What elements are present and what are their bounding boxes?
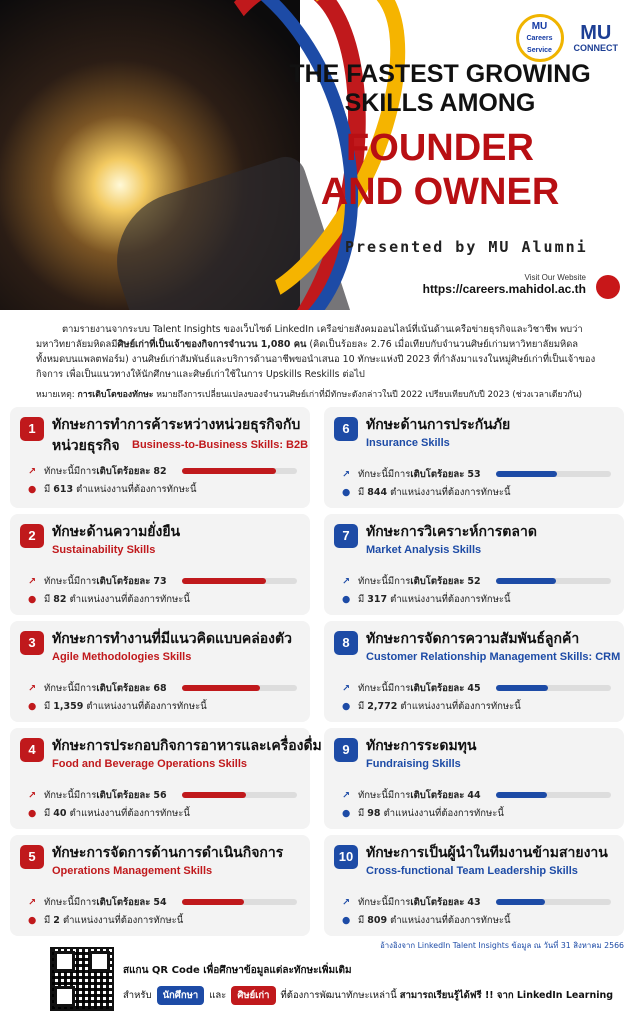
skill-title-th: ทักษะการเป็นผู้นำในทีมงานข้ามสายงาน — [366, 845, 608, 861]
rank-badge: 7 — [334, 524, 358, 548]
title-line-2: SKILLS AMONG — [344, 89, 536, 117]
growth-stat: ↗ ทักษะนี้มีการ เติบโตร้อยละ 54 — [28, 897, 167, 908]
reference-note: อ้างอิงจาก LinkedIn Talent Insights ข้อมูล ณ วันที่ 31 สิงหาคม 2566 — [380, 941, 624, 950]
growth-bar-fill — [182, 899, 244, 905]
rank-badge: 4 — [20, 738, 44, 762]
growth-bar — [496, 792, 611, 798]
page-title — [270, 60, 610, 214]
rank-badge: 1 — [20, 417, 44, 441]
person-icon: ● — [28, 808, 37, 819]
skill-card — [10, 407, 310, 508]
growth-bar — [496, 899, 611, 905]
mu-careers-logo: MU Careers Service — [516, 14, 564, 62]
growth-bar-fill — [182, 468, 276, 474]
skill-title-th: ทักษะการระดมทุน — [366, 738, 477, 754]
skill-card — [324, 621, 624, 722]
skill-title-en: Agile Methodologies Skills — [52, 651, 192, 663]
jobs-stat: ● มี 2,772 ตำแหน่งงานที่ต้องการทักษะนี้ — [342, 701, 521, 712]
skill-title-th: ทักษะการจัดการความสัมพันธ์ลูกค้า — [366, 631, 580, 647]
growth-stat: ↗ ทักษะนี้มีการ เติบโตร้อยละ 44 — [342, 790, 481, 801]
growth-bar-fill — [182, 685, 260, 691]
trend-up-icon: ↗ — [342, 790, 350, 801]
person-icon: ● — [342, 701, 351, 712]
jobs-stat: ● มี 98 ตำแหน่งงานที่ต้องการทักษะนี้ — [342, 808, 504, 819]
growth-stat: ↗ ทักษะนี้มีการ เติบโตร้อยละ 53 — [342, 469, 481, 480]
website-link[interactable]: https://careers.mahidol.ac.th — [422, 282, 586, 296]
skill-title-en: Customer Relationship Management Skills: CRM — [366, 651, 621, 663]
jobs-stat: ● มี 809 ตำแหน่งงานที่ต้องการทักษะนี้ — [342, 915, 511, 926]
trend-up-icon: ↗ — [28, 897, 36, 908]
learning-line: สำหรับ นักศึกษา และ ศิษย์เก่า ที่ต้องการพัฒนาทักษะเหล่านี้ สามารถเรียนรู้ได้ฟรี !! จาก LinkedIn Learning — [123, 986, 613, 1005]
person-icon: ● — [342, 487, 351, 498]
growth-bar-fill — [182, 578, 266, 584]
skill-card — [324, 407, 624, 508]
presented-by: Presented by MU Alumni — [345, 238, 588, 256]
hero-banner — [0, 0, 642, 310]
skill-title-th: ทักษะด้านการประกันภัย — [366, 417, 511, 433]
trend-up-icon: ↗ — [28, 466, 36, 477]
growth-stat: ↗ ทักษะนี้มีการ เติบโตร้อยละ 68 — [28, 683, 167, 694]
growth-bar — [496, 578, 611, 584]
growth-stat: ↗ ทักษะนี้มีการ เติบโตร้อยละ 45 — [342, 683, 481, 694]
skill-card — [10, 835, 310, 936]
rank-badge: 3 — [20, 631, 44, 655]
trend-up-icon: ↗ — [28, 576, 36, 587]
jobs-stat: ● มี 844 ตำแหน่งงานที่ต้องการทักษะนี้ — [342, 487, 511, 498]
student-badge: นักศึกษา — [157, 986, 205, 1005]
growth-stat: ↗ ทักษะนี้มีการ เติบโตร้อยละ 73 — [28, 576, 167, 587]
skill-title-th: ทักษะการทำการค้าระหว่างหน่วยธุรกิจกับ หน่วยธุรกิจ — [52, 417, 301, 454]
website-block[interactable] — [423, 273, 620, 296]
skill-title-en: Sustainability Skills — [52, 544, 156, 556]
trend-up-icon: ↗ — [28, 683, 36, 694]
rank-badge: 8 — [334, 631, 358, 655]
skill-title-en: Cross-functional Team Leadership Skills — [366, 865, 578, 877]
skill-title-th: ทักษะการทำงานที่มีแนวคิดแบบคล่องตัว — [52, 631, 292, 647]
skill-card — [324, 514, 624, 615]
jobs-stat: ● มี 40 ตำแหน่งงานที่ต้องการทักษะนี้ — [28, 808, 190, 819]
title-owner: AND OWNER — [320, 171, 560, 213]
jobs-stat: ● มี 1,359 ตำแหน่งงานที่ต้องการทักษะนี้ — [28, 701, 207, 712]
skill-card — [324, 835, 624, 936]
skill-title-th: ทักษะด้านความยั่งยืน — [52, 524, 181, 540]
growth-bar-fill — [496, 792, 547, 798]
growth-bar — [182, 899, 297, 905]
growth-bar — [496, 685, 611, 691]
title-line-1: THE FASTEST GROWING — [289, 60, 591, 88]
skill-title-th: ทักษะการจัดการด้านการดำเนินกิจการ — [52, 845, 284, 861]
person-icon: ● — [28, 915, 37, 926]
rank-badge: 5 — [20, 845, 44, 869]
jobs-stat: ● มี 2 ตำแหน่งงานที่ต้องการทักษะนี้ — [28, 915, 184, 926]
growth-bar-fill — [496, 685, 548, 691]
skill-title-en: Insurance Skills — [366, 437, 450, 449]
rank-badge: 2 — [20, 524, 44, 548]
person-icon: ● — [342, 594, 351, 605]
alumni-badge: ศิษย์เก่า — [231, 986, 275, 1005]
growth-stat: ↗ ทักษะนี้มีการ เติบโตร้อยละ 56 — [28, 790, 167, 801]
rank-badge: 10 — [334, 845, 358, 869]
title-founder: FOUNDER — [346, 127, 534, 169]
trend-up-icon: ↗ — [342, 683, 350, 694]
skill-title-en: Market Analysis Skills — [366, 544, 482, 556]
globe-icon — [596, 275, 620, 299]
person-icon: ● — [28, 484, 37, 495]
person-icon: ● — [342, 915, 351, 926]
jobs-stat: ● มี 613 ตำแหน่งงานที่ต้องการทักษะนี้ — [28, 484, 197, 495]
skill-card — [10, 514, 310, 615]
skill-title-th: ทักษะการวิเคราะห์การตลาด — [366, 524, 537, 540]
qr-code[interactable] — [50, 947, 114, 1011]
rank-badge: 6 — [334, 417, 358, 441]
growth-stat: ↗ ทักษะนี้มีการ เติบโตร้อยละ 82 — [28, 466, 167, 477]
growth-stat: ↗ ทักษะนี้มีการ เติบโตร้อยละ 43 — [342, 897, 481, 908]
skill-title-en: Business-to-Business Skills: B2B — [132, 439, 309, 451]
growth-bar — [182, 685, 297, 691]
trend-up-icon: ↗ — [342, 576, 350, 587]
scan-qr-text: สแกน QR Code เพื่อศึกษาข้อมูลแต่ละทักษะเพิ่มเติม — [123, 965, 352, 976]
skill-card — [324, 728, 624, 829]
growth-bar — [182, 578, 297, 584]
skill-card — [10, 728, 322, 829]
growth-bar — [182, 792, 297, 798]
skill-title-en: Food and Beverage Operations Skills — [52, 758, 247, 770]
skill-card — [10, 621, 310, 722]
trend-up-icon: ↗ — [342, 469, 350, 480]
note: หมายเหตุ: การเติบโตของทักษะ หมายถึงการเปลี่ยนแปลงของจำนวนศิษย์เก่าที่มีทักษะดังกล่าวในปี 2022 เปรียบเทียบกับปี 2023 (ช่วงเวลาเดียวกัน) — [36, 390, 583, 400]
skill-title-th: ทักษะการประกอบกิจการอาหารและเครื่องดื่ม — [52, 738, 322, 754]
jobs-stat: ● มี 82 ตำแหน่งงานที่ต้องการทักษะนี้ — [28, 594, 190, 605]
growth-stat: ↗ ทักษะนี้มีการ เติบโตร้อยละ 52 — [342, 576, 481, 587]
mu-connect-logo: MU CONNECT — [573, 22, 618, 53]
trend-up-icon: ↗ — [28, 790, 36, 801]
person-icon: ● — [28, 594, 37, 605]
growth-bar-fill — [182, 792, 246, 798]
growth-bar — [496, 471, 611, 477]
growth-bar — [182, 468, 297, 474]
trend-up-icon: ↗ — [342, 897, 350, 908]
logos — [516, 14, 619, 62]
person-icon: ● — [342, 808, 351, 819]
jobs-stat: ● มี 317 ตำแหน่งงานที่ต้องการทักษะนี้ — [342, 594, 511, 605]
person-icon: ● — [28, 701, 37, 712]
skill-title-en: Fundraising Skills — [366, 758, 461, 770]
intro-paragraph: ตามรายงานจากระบบ Talent Insights ของเว็บไซต์ LinkedIn เครือข่ายสังคมออนไลน์ที่เน้นด้านเครือข่ายธุรกิจและวิชาชีพ พบว่ามหาวิทยาลัยมหิดลมีศิษย์เก่าที่เป็นเจ้าของกิจการจำนวน 1,080 คน (คิดเป็นร้อยละ 2.76 เมื่อเทียบกับจำนวนศิษย์เก่ามหาวิทยาลัยมหิดล ทั้งหมดบนแพลตฟอร์ม) งานศิษย์เก่าสัมพันธ์และบริการด้านอาชีพขอนำเสนอ 10 ทักษะแห่งปี 2023 ที่กำลังมาแรงในหมู่ศิษย์เก่าที่เป็นเจ้าของกิจการ เพื่อเป็นแนวทางให้นักศึกษาและศิษย์เก่าใช้ในการ Upskills Reskills ต่อไป — [36, 324, 596, 380]
website-label: Visit Our Website — [524, 273, 586, 282]
growth-bar-fill — [496, 471, 557, 477]
growth-bar-fill — [496, 899, 545, 905]
rank-badge: 9 — [334, 738, 358, 762]
skill-title-en: Operations Management Skills — [52, 865, 213, 877]
growth-bar-fill — [496, 578, 556, 584]
